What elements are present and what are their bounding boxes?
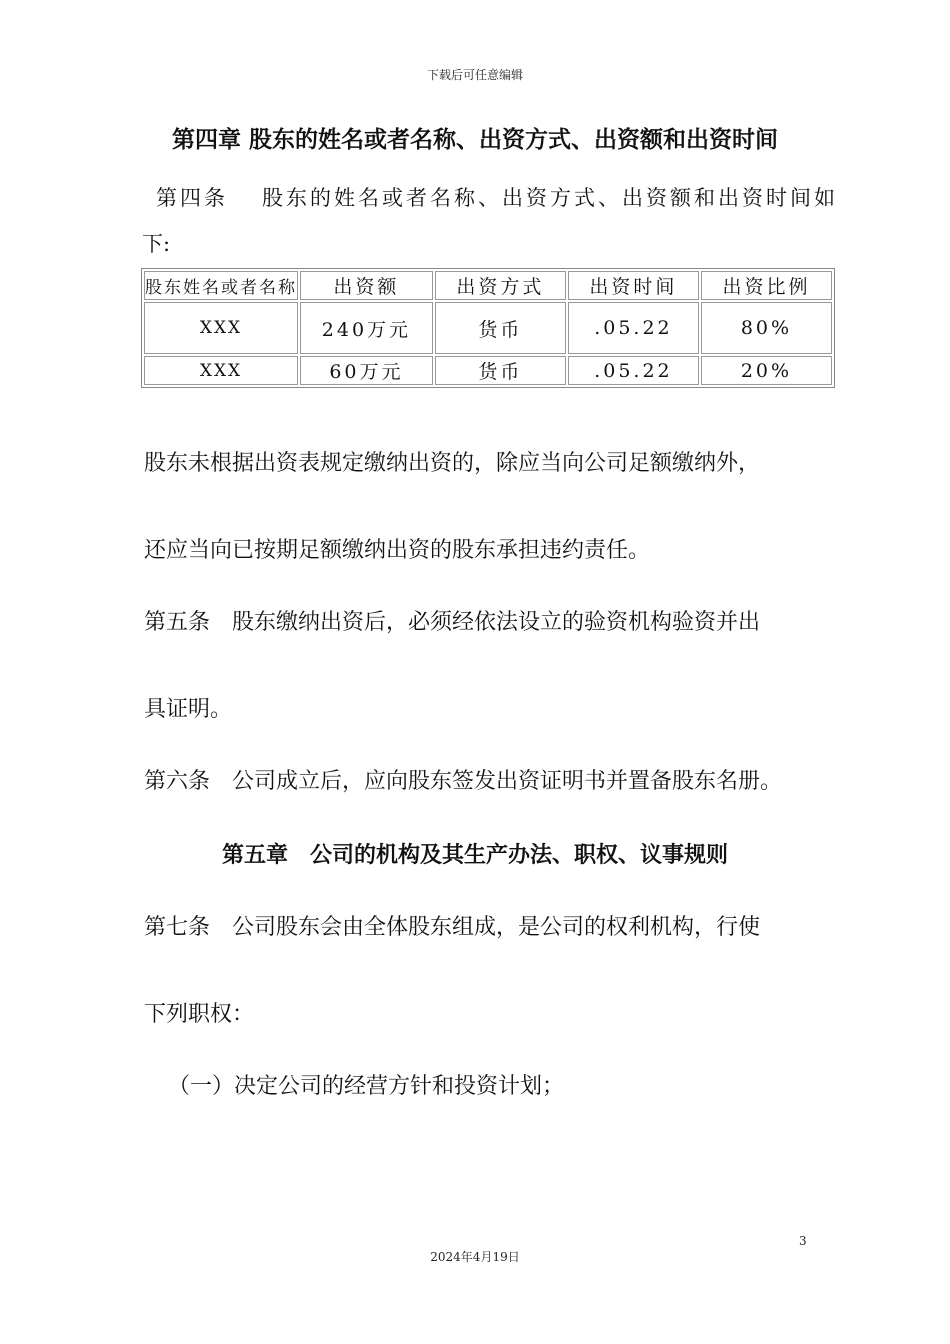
- table-cell: .05.22: [568, 356, 699, 385]
- page-number: 3: [799, 1234, 807, 1248]
- article-7-label: 第七条: [144, 915, 211, 940]
- article-6: [144, 764, 782, 795]
- table-row: [144, 302, 832, 354]
- page-header: 下载后可任意编辑: [426, 68, 523, 82]
- table-cell: XXX: [144, 302, 298, 354]
- table-cell: XXX: [144, 356, 298, 385]
- article-6-label: 第六条: [144, 769, 211, 794]
- chapter-4-title: 第四章 股东的姓名或者名称、出资方式、出资额和出资时间: [171, 127, 778, 153]
- article-5-line-2: 具证明。: [144, 697, 233, 722]
- table-cell: .05.22: [568, 302, 699, 354]
- table-cell: 货币: [435, 302, 566, 354]
- article-7-line-2: 下列职权：: [144, 1002, 255, 1027]
- article-5-line-1: [144, 605, 760, 636]
- chapter-5-text: 公司的机构及其生产办法、职权、议事规则: [310, 843, 729, 868]
- article-6-text: 公司成立后，应向股东签发出资证明书并置备股东名册。: [232, 769, 783, 794]
- default-clause-line-2: 还应当向已按期足额缴纳出资的股东承担违约责任。: [144, 538, 651, 563]
- header-cell: 股东姓名或者名称: [144, 271, 298, 300]
- table-row: [144, 356, 832, 385]
- header-cell: 出资方式: [435, 271, 566, 300]
- table-cell: 20%: [701, 356, 832, 385]
- article-5-text: 股东缴纳出资后，必须经依法设立的验资机构验资并出: [232, 610, 761, 635]
- table-cell: 货币: [435, 356, 566, 385]
- header-cell: 出资时间: [568, 271, 699, 300]
- table-cell: 240万元: [300, 302, 433, 354]
- article-7-text: 公司股东会由全体股东组成，是公司的权利机构，行使: [232, 915, 761, 940]
- power-item-1: （一）决定公司的经营方针和投资计划；: [168, 1074, 565, 1099]
- article-4: [156, 182, 838, 212]
- article-7-line-1: [144, 910, 760, 941]
- default-clause-line-1: 股东未根据出资表规定缴纳出资的，除应当向公司足额缴纳外，: [144, 451, 761, 476]
- table-cell: 80%: [701, 302, 832, 354]
- table-cell: 60万元: [300, 356, 433, 385]
- chapter-5-label: 第五章: [221, 843, 288, 868]
- header-cell: 出资比例: [701, 271, 832, 300]
- header-cell: 出资额: [300, 271, 433, 300]
- capital-contribution-table: [141, 268, 835, 388]
- article-5-label: 第五条: [144, 610, 211, 635]
- footer-date: 2024年4月19日: [430, 1250, 520, 1264]
- article-4-label: 第四条: [156, 186, 228, 210]
- article-4-continuation: 下:: [142, 232, 171, 256]
- table-header-row: [144, 271, 832, 300]
- article-4-text: 股东的姓名或者名称、出资方式、出资额和出资时间如: [262, 186, 838, 210]
- chapter-5-title: [0, 838, 950, 869]
